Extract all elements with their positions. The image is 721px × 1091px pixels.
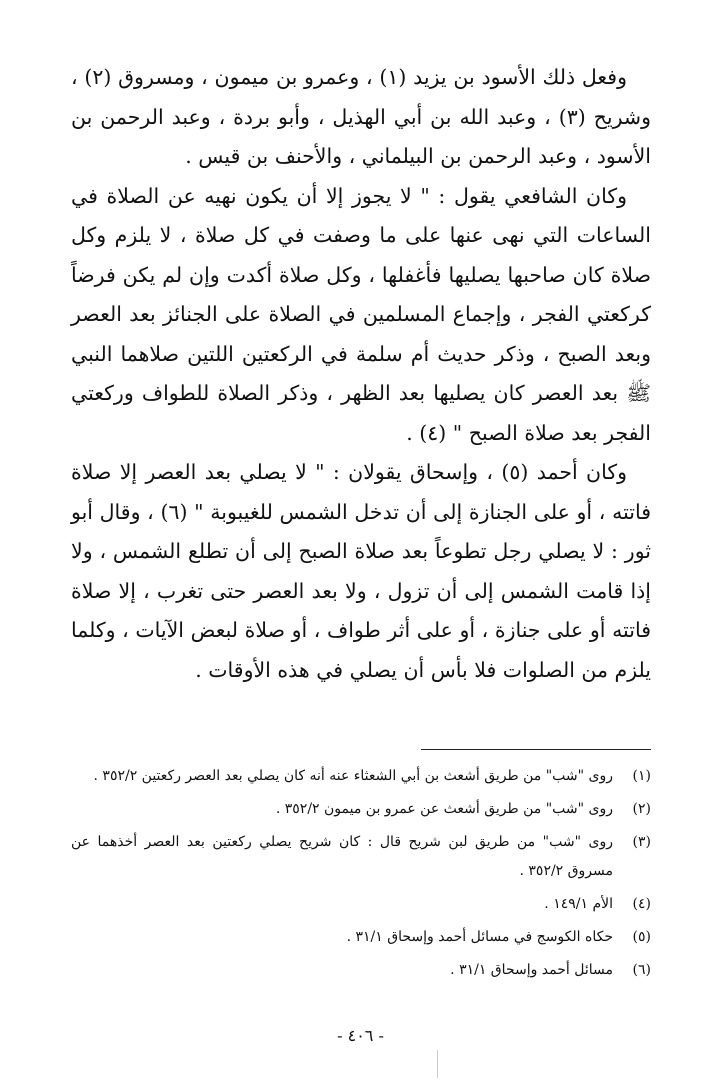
footnote-number: (٤) (632, 896, 651, 912)
paragraph-3: وكان أحمد (٥) ، وإسحاق يقولان : " لا يصلي بعد العصر إلا صلاة فاتته ، أو على الجنازة إلى أن تدخل الشمس للغيبوبة " (٦) ، وقال أبو ثور : لا يصلي رجل تطوعاً بعد صلاة الصبح إلى أن تطلع الشمس ، ولا إذا قامت الشمس إلى أن تزول ، ولا بعد العصر حتى تغرب ، إلا صلاة فاتته أو على جنازة ، أو على أثر طواف ، أو صلاة لبعض الآيات ، وكلما يلزم من الصلوات فلا بأس أن يصلي في هذه الأوقات . (71, 460, 652, 682)
footnote-text: روى "شب" من طريق أشعث بن أبي الشعثاء عنه أنه كان يصلي بعد العصر ركعتين ٣٥٢/٢ . (93, 768, 613, 784)
footnote-number: (٥) (632, 929, 651, 945)
footnote-1 (71, 762, 651, 791)
page-number: - ٤٠٦ - (337, 1026, 384, 1045)
footnote-4 (71, 890, 651, 919)
footnote-text: روى "شب" من طريق أشعث عن عمرو بن ميمون ٣٥٢/٢ . (275, 801, 613, 817)
footnote-text: مسائل أحمد وإسحاق ٣١/١ . (450, 962, 613, 978)
footnote-text: روى "شب" من طريق لبن شريح قال : كان شريح يصلي ركعتين بعد العصر أخذهما عن مسروق ٣٥٢/٢ . (71, 834, 613, 879)
footnote-text: الأم ١٤٩/١ . (544, 896, 613, 912)
footnote-5 (71, 923, 651, 952)
paragraph-2: وكان الشافعي يقول : " لا يجوز إلا أن يكون نهيه عن الصلاة في الساعات التي نهى عنها على ما وصفت في كل صلاة ، لا يلزم وكل صلاة كان صاحبها يصليها فأغفلها ، وكل صلاة أكدت وإن لم يكن فرضاً كركعتي الفجر ، وإجماع المسلمين في الصلاة على الجنائز بعد العصر وبعد الصبح ، وذكر حديث أم سلمة في الركعتين اللتين صلاهما النبي ﷺ بعد العصر كان يصليها بعد الظهر ، وذكر الصلاة للطواف وركعتي الفجر بعد صلاة الصبح " (٤) . (71, 183, 651, 445)
footnote-number: (١) (632, 768, 651, 784)
footnotes (71, 762, 651, 989)
footnote-3 (71, 828, 651, 886)
footnote-separator (421, 749, 651, 750)
footnote-6 (71, 956, 651, 985)
footnote-number: (٦) (632, 962, 651, 978)
footnote-2 (71, 795, 651, 824)
footnote-text: حكاه الكوسج في مسائل أحمد وإسحاق ٣١/١ . (346, 929, 613, 945)
footnote-number: (٣) (632, 834, 651, 850)
main-text (71, 58, 651, 690)
paragraph-1: وفعل ذلك الأسود بن يزيد (١) ، وعمرو بن ميمون ، ومسروق (٢) ، وشريح (٣) ، وعبد الله بن أبي الهذيل ، وأبو بردة ، وعبد الرحمن بن الأسود ، وعبد الرحمن بن البيلماني ، والأحنف بن قيس . (71, 65, 651, 168)
footnote-number: (٢) (632, 801, 651, 817)
scan-artifact-line (437, 1050, 438, 1078)
